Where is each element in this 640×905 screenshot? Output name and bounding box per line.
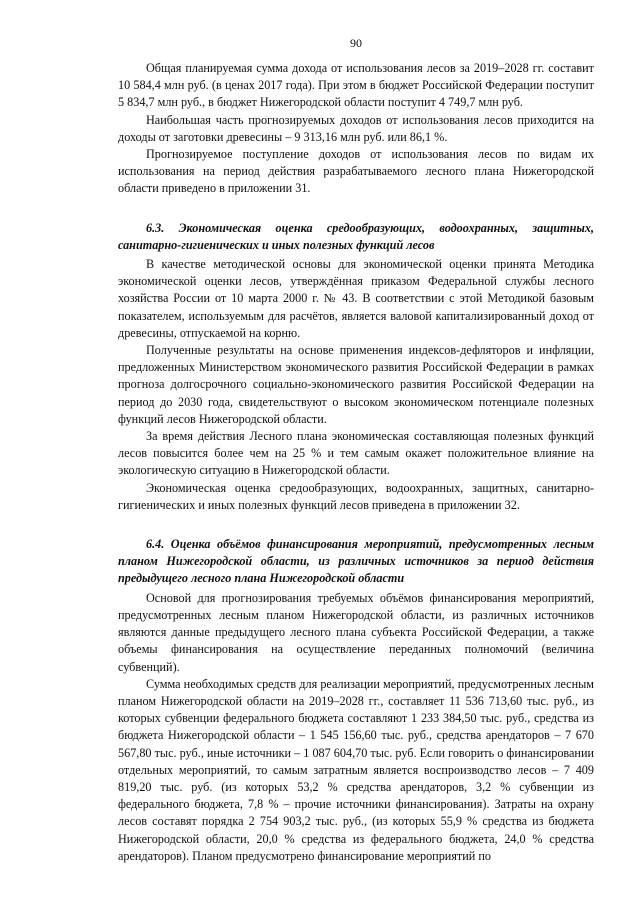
paragraph: Наибольшая часть прогнозируемых доходов от использования лесов приходится на доходы от заготовки древесины – 9 313,16 млн руб. или 86,1 %. <box>118 112 594 144</box>
paragraph: Основой для прогнозирования требуемых объёмов финансирования мероприятий, предусмотренных лесным планом Нижегородской области, из различных источников являются данные предыдущего лесного плана субъекта Российской Федерации, а также объемы финансирования на осуществление переданных полномочий (величина субвенций). <box>118 590 594 674</box>
section-heading: 6.3. Экономическая оценка средообразующих, водоохранных, защитных, санитарно-гигиенических и иных полезных функций лесов <box>118 220 594 252</box>
section-6-3 <box>118 220 594 514</box>
section-6-4 <box>118 536 594 865</box>
page-number: 90 <box>350 36 362 50</box>
intro-block <box>118 60 594 198</box>
paragraph: Прогнозируемое поступление доходов от использования лесов по видам их использования на период действия разрабатываемого лесного плана Нижегородской области приведено в приложении 31. <box>118 147 594 196</box>
paragraph: Общая планируемая сумма дохода от использования лесов за 2019–2028 гг. составит 10 584,4 млн руб. (в ценах 2017 года). При этом в бюджет Российской Федерации поступит 5 834,7 млн руб., в бюджет Нижегородской области поступит 4 749,7 млн руб. <box>118 61 594 110</box>
paragraph: В качестве методической основы для экономической оценки принята Методика экономической оценки лесов, утверждённая приказом Федеральной службы лесного хозяйства России от 10 марта 2000 г. № 43. В соответствии с этой Методикой базовым показателем, используемым для расчётов, является валовой капитализированный доход от древесины, отпускаемой на корню. <box>118 257 594 340</box>
section-heading: 6.4. Оценка объёмов финансирования мероприятий, предусмотренных лесным планом Нижегородской области, из различных источников за период действия предыдущего лесного плана Нижегородской области <box>118 537 594 586</box>
paragraph: За время действия Лесного плана экономическая составляющая полезных функций лесов повысится более чем на 25 % и тем самым окажет положительное влияние на экологическую ситуацию в Нижегородской области. <box>118 429 594 478</box>
paragraph: Полученные результаты на основе применения индексов-дефляторов и инфляции, предложенных Министерством экономического развития Российской Федерации в рамках прогноза долгосрочного социально-экономического развития Российской Федерации на период до 2030 года, свидетельствуют о высоком экономическом потенциале полезных функций лесов Нижегородской области. <box>118 343 594 426</box>
paragraph: Сумма необходимых средств для реализации мероприятий, предусмотренных лесным планом Нижегородской области на 2019–2028 гг., составляет 11 536 713,60 тыс. руб., из которых субвенции федерального бюджета составляют 1 233 384,50 тыс. руб., средства из бюджета Нижегородской области – 1 545 156,60 тыс. руб., средства арендаторов – 7 670 567,80 тыс. руб., иные источники – 1 087 604,70 тыс. руб. Если говорить о финансировании отдельных мероприятий, то самым затратным является воспроизводство лесов – 7 409 819,20 тыс. руб. (из которых 53,2 % средства арендаторов, 3,2 % субвенции из федерального бюджета, 7,8 % – прочие источники финансирования). Затраты на охрану лесов составят порядка 2 754 903,2 тыс. руб., (из которых 55,9 % средства из бюджета Нижегородской области, 20,0 % средства из федерального бюджета, 24,0 % средства арендаторов). Планом предусмотрено финансирование мероприятий по <box>118 676 594 863</box>
paragraph: Экономическая оценка средообразующих, водоохранных, защитных, санитарно-гигиенических и иных полезных функций лесов приведена в приложении 32. <box>118 480 594 512</box>
